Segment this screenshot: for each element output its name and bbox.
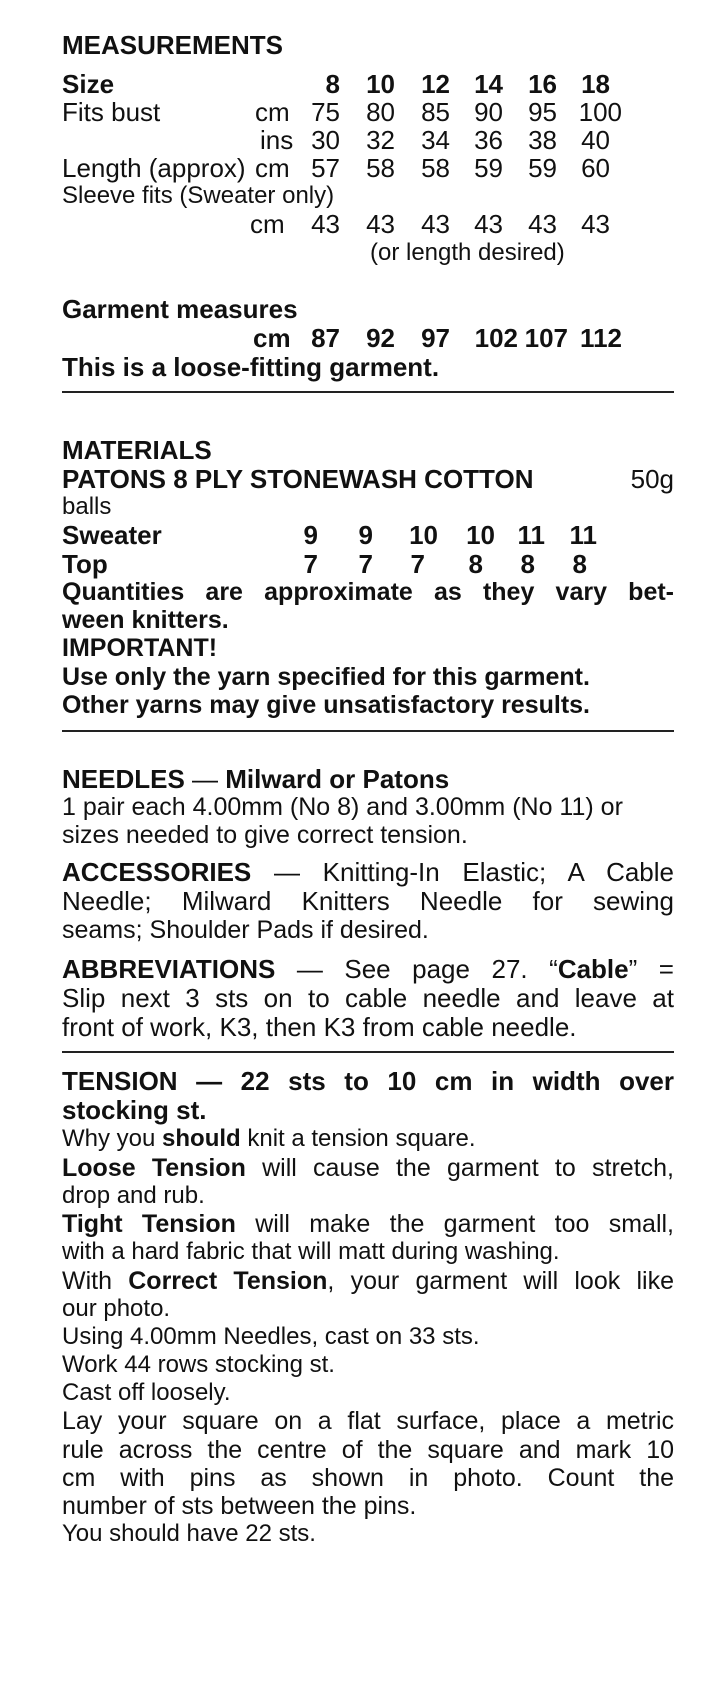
accessories-line-2: Needle; Milward Knitters Needle for sewing [62,886,674,916]
length-cm-value: 59 [474,153,503,183]
length-cm-value: 59 [528,153,557,183]
top-label: Top [62,549,108,579]
sleeve-label: Sleeve fits (Sweater only) [62,182,335,209]
garment-cm-value: 97 [421,323,450,353]
loose-tension-bold: Loose Tension [62,1154,246,1182]
accessories-line-1 [62,857,674,887]
sweater-qty: 11 [517,520,545,550]
garment-cm-value: 92 [366,323,395,353]
size-14: 14 [474,69,503,99]
loose-tension-rest: will cause the garment to stretch, [245,1154,674,1182]
abbreviations-see-page: — See page 27. “ [275,954,558,984]
needles-brand: Milward or Patons [225,764,450,794]
yarn-line [62,464,674,494]
quantities-line-2: ween knitters. [62,606,229,634]
cast-off-line: Cast off loosely. [62,1379,231,1406]
lay-square-line-3: cm with pins as shown in photo. Count the [62,1464,674,1492]
loose-tension-line-1 [62,1153,674,1183]
yarn-name: PATONS 8 PLY STONEWASH COTTON [62,464,534,494]
why-line [62,1124,476,1154]
size-10: 10 [366,69,395,99]
balls-label: balls [62,493,112,520]
size-12: 12 [421,69,450,99]
sleeve-note: (or length desired) [370,239,565,266]
length-label: Length (approx) [62,153,246,183]
correct-tension-line-2: our photo. [62,1295,171,1322]
bust-ins-value: 36 [474,125,503,155]
needles-title: NEEDLES [62,764,185,794]
loose-fitting-note: This is a loose-fitting garment. [62,352,440,382]
abbreviations-line-3: front of work, K3, then K3 from cable needle. [62,1012,577,1042]
abbreviations-line-1 [62,954,674,984]
using-needles-line: Using 4.00mm Needles, cast on 33 sts. [62,1323,480,1350]
bust-ins-value: 40 [581,125,610,155]
top-qty: 8 [520,549,535,579]
bust-cm-value: 95 [528,97,557,127]
bust-cm-value: 75 [311,97,340,127]
sweater-qty: 9 [358,520,373,550]
needles-line-1: 1 pair each 4.00mm (No 8) and 3.00mm (No 11) or [62,793,623,821]
tight-tension-rest: will make the garment too small, [235,1210,674,1238]
cable-word: Cable [557,954,629,984]
length-cm-value: 58 [421,153,450,183]
loose-tension-line-2: drop and rub. [62,1182,205,1209]
correct-pre: With [62,1267,129,1295]
needles-heading [62,764,449,794]
bust-cm-value: 80 [366,97,395,127]
bust-ins-value: 32 [366,125,395,155]
lay-square-line-4: number of sts between the pins. [62,1492,417,1520]
sleeve-cm-unit: cm [250,209,285,239]
why-post: knit a tension square. [240,1125,476,1152]
lay-square-line-2: rule across the centre of the square and mark 10 [62,1436,674,1464]
fits-bust-label: Fits bust [62,97,161,127]
length-cm-value: 57 [311,153,340,183]
garment-measures-label: Garment measures [62,294,298,324]
quantities-line-1: Quantities are approximate as they vary bet- [62,578,674,606]
size-16: 16 [528,69,557,99]
sleeve-cm-value: 43 [528,209,557,239]
sleeve-cm-value: 43 [366,209,395,239]
materials-heading: MATERIALS [62,435,212,465]
tension-heading-line-1: TENSION — 22 sts to 10 cm in width over [62,1066,674,1096]
garment-cm-value: 87 [311,323,340,353]
top-qty: 8 [468,549,483,579]
garment-cm-value: 112 [580,323,622,353]
size-8: 8 [325,69,340,99]
sweater-label: Sweater [62,520,162,550]
garment-cm-value: 107 [524,323,568,353]
bust-cm-value: 90 [474,97,503,127]
accessories-line-1-text: — Knitting-In Elastic; A Cable [251,857,674,887]
divider [62,1051,674,1053]
length-cm-value: 60 [581,153,610,183]
bust-ins-value: 30 [311,125,340,155]
needles-dash: — [184,764,226,794]
sweater-qty: 11 [569,520,597,550]
garment-cm-unit: cm [253,323,291,353]
yarn-unit: 50g [630,464,674,494]
bust-ins-value: 38 [528,125,557,155]
accessories-line-3: seams; Shoulder Pads if desired. [62,916,429,944]
garment-cm-value: 102 [474,323,518,353]
why-pre: Why you [62,1125,163,1152]
bust-cm-value: 85 [421,97,450,127]
sweater-qty: 10 [466,520,495,550]
sleeve-cm-value: 43 [581,209,610,239]
divider [62,730,674,732]
bust-cm-value: 100 [578,97,622,127]
measurements-heading: MEASUREMENTS [62,30,284,60]
length-cm-unit: cm [255,153,290,183]
accessories-heading: ACCESSORIES [62,857,252,887]
work-rows-line: Work 44 rows stocking st. [62,1351,335,1378]
top-qty: 7 [303,549,318,579]
tight-tension-line-1 [62,1209,674,1239]
bust-ins-unit: ins [260,125,294,155]
top-qty: 8 [572,549,587,579]
length-cm-value: 58 [366,153,395,183]
size-label: Size [62,69,115,99]
important-label: IMPORTANT! [62,634,218,662]
tight-tension-line-2: with a hard fabric that will matt during washing. [62,1238,560,1265]
correct-tension-line-1 [62,1266,674,1296]
sleeve-cm-value: 43 [474,209,503,239]
abbreviations-line-2: Slip next 3 sts on to cable needle and leave at [62,983,674,1013]
bust-cm-unit: cm [255,97,290,127]
correct-tension-rest: , your garment will look like [327,1267,674,1295]
sweater-qty: 10 [409,520,438,550]
why-bold: should [162,1125,241,1152]
abbreviations-equals: ” = [628,954,674,984]
sweater-qty: 9 [303,520,318,550]
lay-square-line-1: Lay your square on a flat surface, place a metric [62,1407,674,1435]
needles-line-2: sizes needed to give correct tension. [62,821,468,849]
abbreviations-heading: ABBREVIATIONS [62,954,276,984]
use-only-line: Use only the yarn specified for this garment. [62,663,590,691]
top-qty: 7 [358,549,373,579]
tension-heading-line-2: stocking st. [62,1095,207,1125]
tight-tension-bold: Tight Tension [62,1210,236,1238]
size-18: 18 [581,69,610,99]
sleeve-cm-value: 43 [421,209,450,239]
sleeve-cm-value: 43 [311,209,340,239]
other-yarns-line: Other yarns may give unsatisfactory results. [62,691,590,719]
bust-ins-value: 34 [421,125,450,155]
correct-tension-bold: Correct Tension [128,1267,328,1295]
should-have-line: You should have 22 sts. [62,1520,316,1547]
top-qty: 7 [410,549,425,579]
divider [62,391,674,393]
